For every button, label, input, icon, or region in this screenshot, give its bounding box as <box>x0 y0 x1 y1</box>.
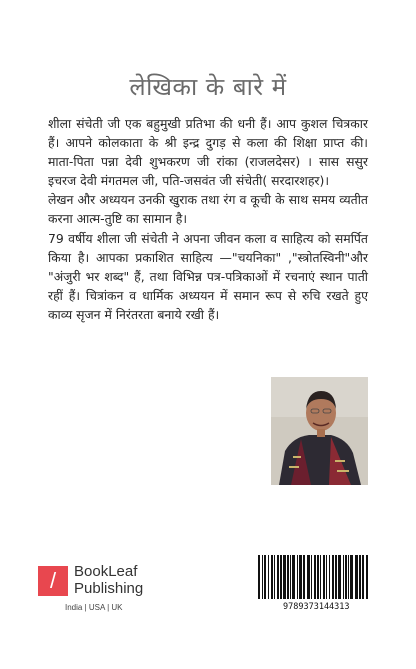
barcode-bar <box>258 555 260 599</box>
section-title: लेखिका के बारे में <box>129 73 287 101</box>
barcode-bar <box>292 555 295 599</box>
barcode-bar <box>326 555 327 599</box>
author-bio <box>48 114 368 324</box>
barcode-bar <box>332 555 334 599</box>
barcode-bar <box>338 555 341 599</box>
author-photo <box>271 377 368 485</box>
barcode-bar <box>329 555 330 599</box>
barcode-bar <box>297 555 298 599</box>
barcode-bar <box>307 555 310 599</box>
barcode-bar <box>350 555 353 599</box>
barcode-bar <box>366 555 368 599</box>
barcode-bar <box>271 555 273 599</box>
barcode-bar <box>277 555 279 599</box>
barcode-bar <box>348 555 349 599</box>
barcode-bar <box>320 555 321 599</box>
publisher-name-line2: Publishing <box>74 580 144 597</box>
barcode-bar <box>311 555 312 599</box>
publisher-name-line1: BookLeaf <box>74 563 138 580</box>
isbn-number: 9789373144313 <box>283 602 350 612</box>
barcode-bar <box>362 555 364 599</box>
bio-paragraph-1: शीला संचेती जी एक बहुमुखी प्रतिभा की धनी हैं। आप कुशल चित्रकार हैं। आपने कोलकाता के श्री इन्द्र दुगड़ से कला की शिक्षा प्राप्त की। माता-पिता पन्ना देवी शुभकरण जी रांका (राजलदेसर) । सास ससुर इचरज देवी मंगतमल जी, पति-जसवंत जी संचेती( सरदारशहर)। <box>48 116 368 189</box>
bio-paragraph-3: 79 वर्षीय शीला जी संचेती ने अपना जीवन कला व साहित्य को समर्पित किया है। आपका प्रकाशित साहित्य —"चयनिका" ,"स्त्रोतस्विनी"और "अंजुरी भर शब्द" हैं, तथा विभिन्न पत्र-पत्रिकाओं में रचनाएं स्थान पाती रहीं हैं। चित्रांकन व धार्मिक अध्ययन में समान रूप से रुचि रखते हुए काव्य सृजन में निरंतरता बनाये रखी हैं। <box>48 230 368 322</box>
isbn-barcode <box>257 555 369 601</box>
barcode-bar <box>274 555 275 599</box>
barcode-bar <box>314 555 316 599</box>
barcode-bar <box>280 555 282 599</box>
barcode-bar <box>345 555 347 599</box>
barcode-bar <box>290 555 291 599</box>
publisher-regions: India | USA | UK <box>65 603 123 612</box>
barcode-bar <box>323 555 325 599</box>
barcode-bar <box>268 555 269 599</box>
barcode-bar <box>343 555 344 599</box>
barcode-bar <box>287 555 289 599</box>
barcode-bar <box>262 555 263 599</box>
barcode-bar <box>359 555 361 599</box>
barcode-bar <box>317 555 319 599</box>
barcode-bar <box>303 555 305 599</box>
barcode-bar <box>283 555 286 599</box>
author-portrait-illustration <box>271 377 368 485</box>
bio-paragraph-2: लेखन और अध्ययन उनकी खुराक तथा रंग व कूची के साथ समय व्यतीत करना आत्म-तुष्टि का सामान है। <box>48 192 368 227</box>
barcode-bar <box>335 555 337 599</box>
barcode-bar <box>355 555 358 599</box>
publisher-mark-icon: / <box>38 566 68 596</box>
barcode-bar <box>299 555 302 599</box>
publisher-name <box>74 563 204 597</box>
barcode-bar <box>264 555 266 599</box>
